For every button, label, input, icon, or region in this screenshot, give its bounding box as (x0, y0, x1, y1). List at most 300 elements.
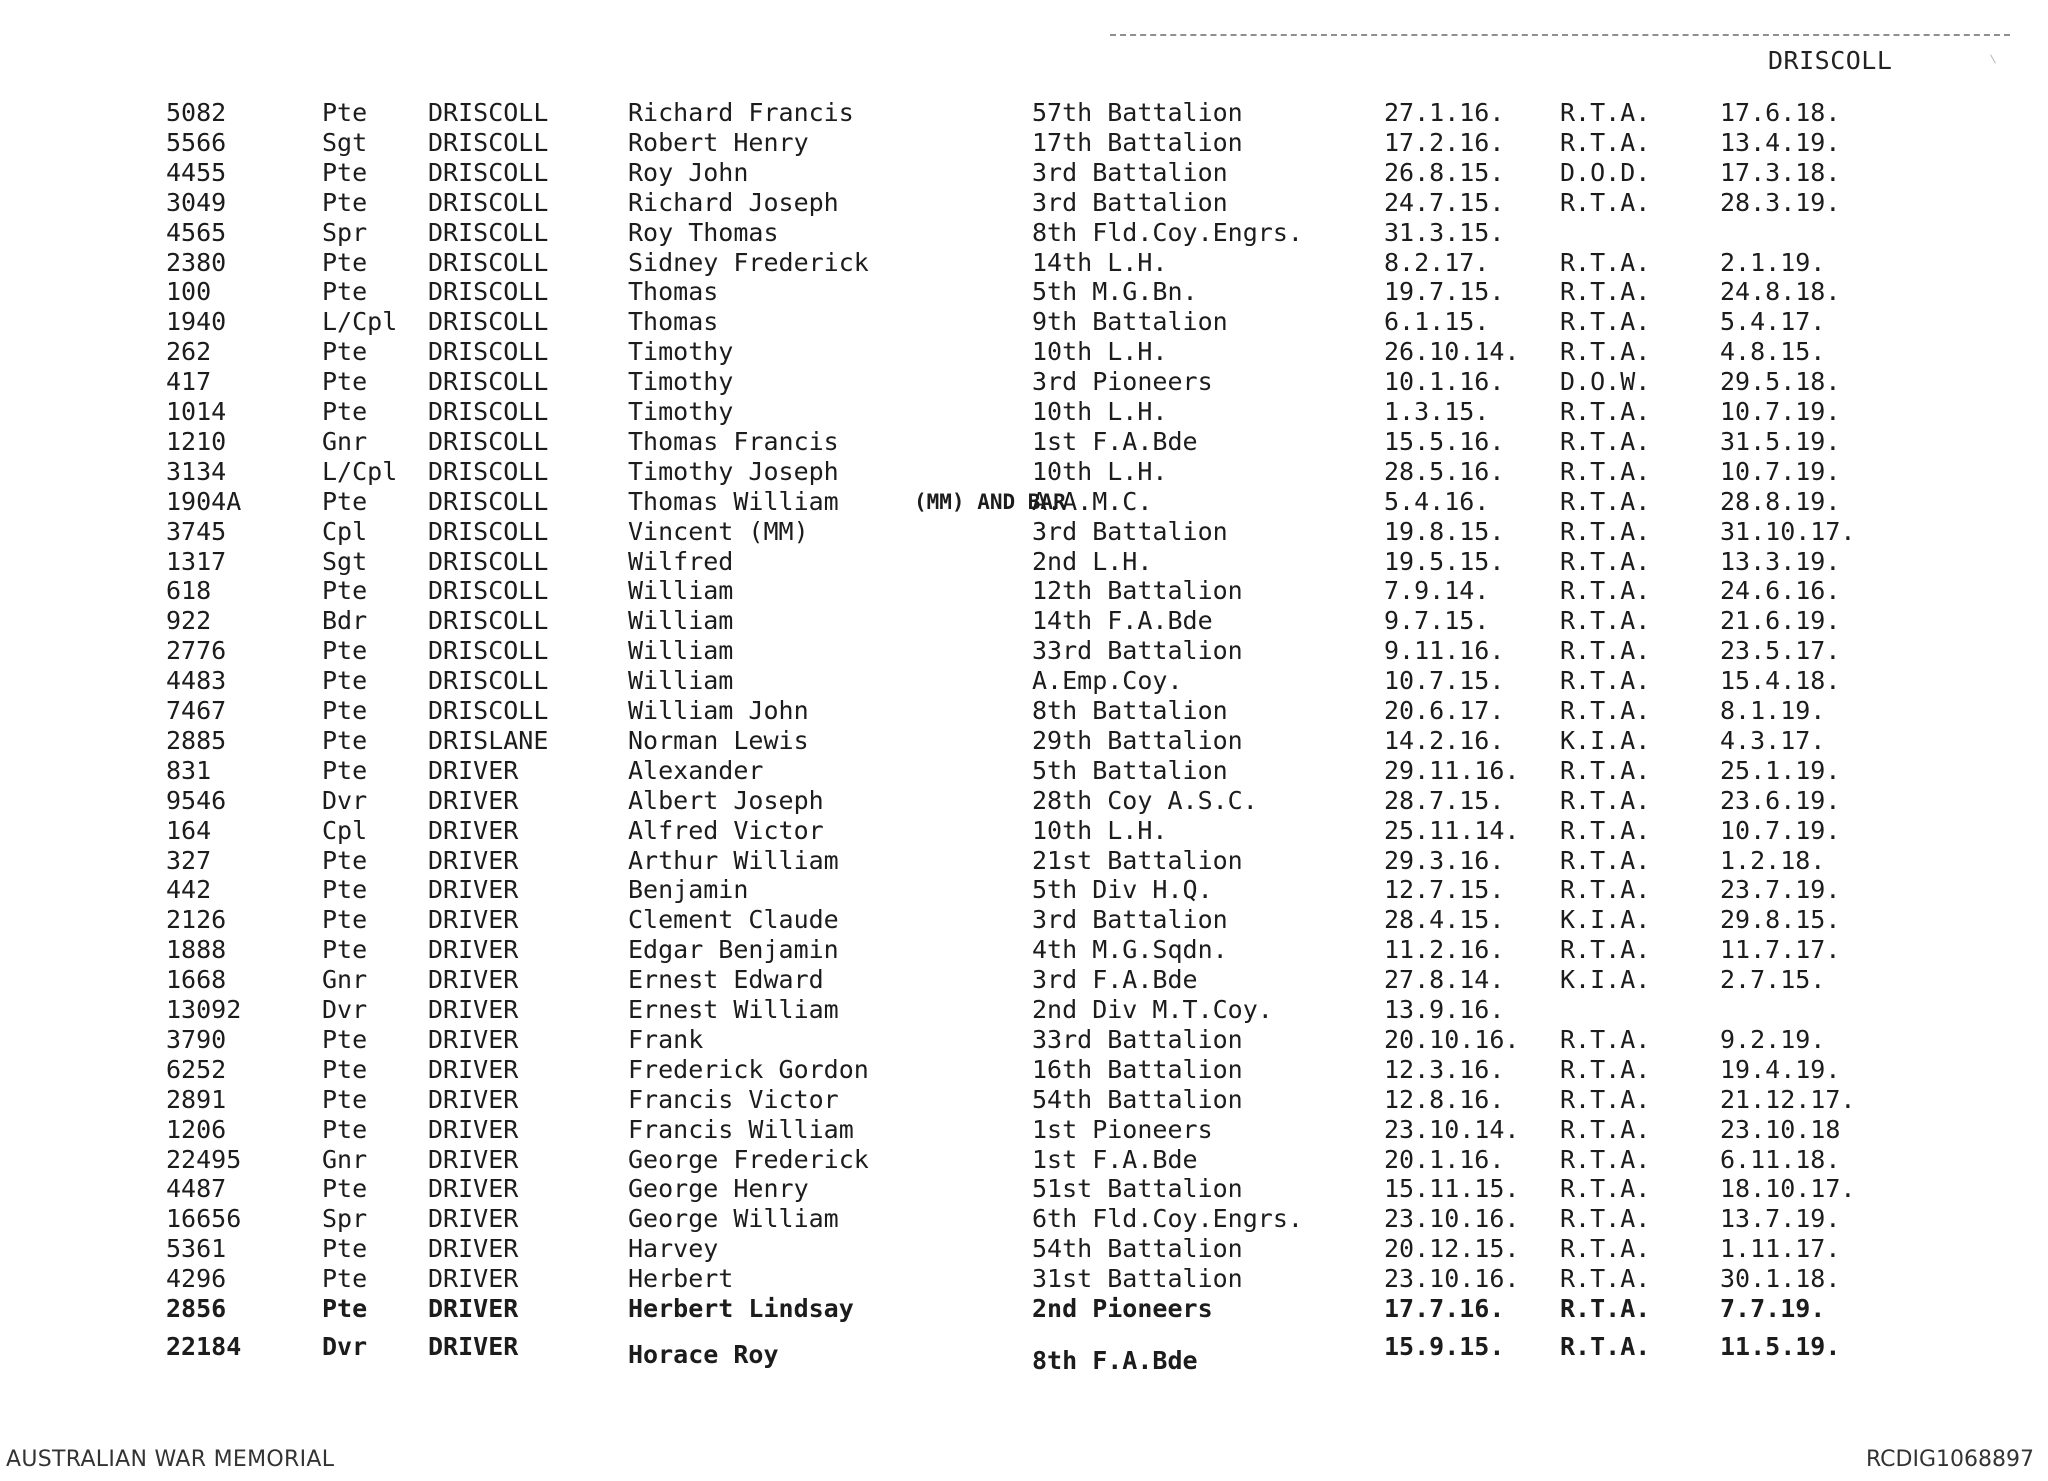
given-names: William (628, 636, 734, 666)
enlistment-date: 6.1.15. (1384, 307, 1490, 337)
fate-date: 21.12.17. (1720, 1084, 1856, 1114)
fate-date: 17.6.18. (1720, 98, 1841, 127)
given-names: Harvey (628, 1234, 719, 1264)
unit: 8th Battalion (1032, 696, 1228, 725)
fate-date: 2.7.15. (1720, 965, 1826, 995)
fate: R.T.A. (1560, 1234, 1651, 1264)
table-row (0, 696, 2048, 726)
given-names: William (628, 576, 734, 606)
fate: R.T.A. (1560, 785, 1651, 815)
unit: 3rd Battalion (1032, 516, 1228, 546)
rank: Pte (322, 486, 368, 516)
fate-date: 1.2.18. (1720, 845, 1826, 875)
rank: Dvr (322, 995, 368, 1024)
surname: DRIVER (428, 875, 519, 905)
fate: R.T.A. (1560, 666, 1651, 696)
table-row (0, 128, 2048, 158)
table-row (0, 576, 2048, 606)
fate-date: 25.1.19. (1720, 755, 1841, 785)
enlistment-date: 11.2.16. (1384, 935, 1505, 965)
surname: DRISCOLL (428, 636, 549, 666)
enlistment-date: 20.6.17. (1384, 696, 1505, 725)
regimental-number: 1888 (166, 935, 227, 965)
fate: R.T.A. (1560, 1174, 1651, 1204)
rank: Pte (322, 1084, 368, 1114)
fate: R.T.A. (1560, 98, 1651, 127)
regimental-number: 5566 (166, 127, 227, 157)
fate: R.T.A. (1560, 935, 1651, 965)
given-names: Richard Joseph (628, 187, 839, 217)
enlistment-date: 12.8.16. (1384, 1084, 1505, 1114)
fate: R.T.A. (1560, 875, 1651, 905)
unit: 57th Battalion (1032, 98, 1243, 127)
given-names: Alfred Victor (628, 815, 824, 845)
table-row (0, 367, 2048, 397)
enlistment-date: 9.11.16. (1384, 636, 1505, 666)
surname: DRISCOLL (428, 98, 549, 127)
table-row (0, 248, 2048, 278)
regimental-number: 417 (166, 367, 212, 397)
unit: 31st Battalion (1032, 1264, 1243, 1294)
regimental-number: 1014 (166, 397, 227, 426)
surname: DRIVER (428, 1204, 519, 1234)
given-names: Richard Francis (628, 98, 854, 127)
top-rule-divider (1110, 34, 2010, 36)
rank: Pte (322, 187, 368, 217)
regimental-number: 164 (166, 815, 212, 845)
fate-date: 2.1.19. (1720, 247, 1826, 277)
table-row (0, 636, 2048, 666)
table-row (0, 307, 2048, 337)
fate: R.T.A. (1560, 1264, 1651, 1294)
regimental-number: 1940 (166, 307, 227, 337)
regimental-number: 327 (166, 845, 212, 875)
unit: 33rd Battalion (1032, 636, 1243, 666)
scan-mark (1990, 50, 2003, 63)
enlistment-date: 28.4.15. (1384, 905, 1505, 935)
enlistment-date: 15.11.15. (1384, 1174, 1520, 1204)
enlistment-date: 27.8.14. (1384, 965, 1505, 995)
fate: R.T.A. (1560, 247, 1651, 277)
table-row (0, 965, 2048, 995)
regimental-number: 831 (166, 755, 212, 785)
surname: DRISCOLL (428, 696, 549, 725)
unit: 51st Battalion (1032, 1174, 1243, 1204)
surname: DRISCOLL (428, 456, 549, 486)
unit: 4th M.G.Sqdn. (1032, 935, 1228, 965)
surname: DRIVER (428, 965, 519, 995)
enlistment-date: 20.10.16. (1384, 1024, 1520, 1054)
unit: 28th Coy A.S.C. (1032, 785, 1258, 815)
regimental-number: 922 (166, 606, 212, 636)
fate: R.T.A. (1560, 636, 1651, 666)
enlistment-date: 15.9.15. (1384, 1331, 1505, 1361)
given-names: Horace Roy (628, 1339, 779, 1369)
regimental-number: 3790 (166, 1024, 227, 1054)
fate: R.T.A. (1560, 337, 1651, 367)
fate-date: 10.7.19. (1720, 397, 1841, 426)
fate: R.T.A. (1560, 307, 1651, 337)
fate-date: 31.5.19. (1720, 426, 1841, 456)
given-names: William (628, 606, 734, 636)
regimental-number: 5082 (166, 98, 227, 127)
surname: DRISCOLL (428, 277, 549, 307)
fate-date: 31.10.17. (1720, 516, 1856, 546)
regimental-number: 1668 (166, 965, 227, 995)
fate: R.T.A. (1560, 486, 1651, 516)
fate-date: 23.10.18 (1720, 1114, 1841, 1144)
rank: L/Cpl (322, 456, 398, 486)
regimental-number: 2891 (166, 1084, 227, 1114)
given-names: William John (628, 696, 809, 725)
fate-date: 28.8.19. (1720, 486, 1841, 516)
rank: Pte (322, 725, 368, 755)
fate-date: 11.7.17. (1720, 935, 1841, 965)
table-row (0, 756, 2048, 786)
surname: DRISCOLL (428, 606, 549, 636)
given-names: Thomas Francis (628, 426, 839, 456)
regimental-number: 4565 (166, 217, 227, 247)
table-row (0, 188, 2048, 218)
rank: Cpl (322, 516, 368, 546)
table-row (0, 1174, 2048, 1204)
unit: 3rd F.A.Bde (1032, 965, 1198, 995)
unit: 8th F.A.Bde (1032, 1345, 1198, 1375)
rank: Pte (322, 247, 368, 277)
given-names: Ernest William (628, 995, 839, 1024)
regimental-number: 1317 (166, 546, 227, 576)
enlistment-date: 20.1.16. (1384, 1144, 1505, 1174)
enlistment-date: 23.10.16. (1384, 1264, 1520, 1294)
surname: DRISCOLL (428, 426, 549, 456)
given-names: Norman Lewis (628, 725, 809, 755)
rank: Pte (322, 1114, 368, 1144)
regimental-number: 3049 (166, 187, 227, 217)
surname: DRISCOLL (428, 367, 549, 397)
given-names: Edgar Benjamin (628, 935, 839, 965)
unit: 16th Battalion (1032, 1054, 1243, 1084)
rank: Pte (322, 1294, 368, 1323)
rank: Pte (322, 696, 368, 725)
surname: DRIVER (428, 935, 519, 965)
table-row (0, 1331, 2048, 1375)
unit: 5th M.G.Bn. (1032, 277, 1198, 307)
unit: 10th L.H. (1032, 456, 1168, 486)
surname: DRIVER (428, 785, 519, 815)
table-row (0, 1115, 2048, 1145)
regimental-number: 4487 (166, 1174, 227, 1204)
surname: DRISCOLL (428, 397, 549, 426)
fate: R.T.A. (1560, 277, 1651, 307)
regimental-number: 6252 (166, 1054, 227, 1084)
fate-date: 10.7.19. (1720, 456, 1841, 486)
unit: 12th Battalion (1032, 576, 1243, 606)
table-row (0, 606, 2048, 636)
regimental-number: 618 (166, 576, 212, 606)
given-names: Albert Joseph (628, 785, 824, 815)
rank: Spr (322, 217, 368, 247)
given-names: George William (628, 1204, 839, 1234)
fate-date: 1.11.17. (1720, 1234, 1841, 1264)
surname: DRIVER (428, 1144, 519, 1174)
given-names: Francis Victor (628, 1084, 839, 1114)
fate-date: 29.8.15. (1720, 905, 1841, 935)
fate: R.T.A. (1560, 516, 1651, 546)
surname: DRISCOLL (428, 217, 549, 247)
enlistment-date: 24.7.15. (1384, 187, 1505, 217)
surname: DRISCOLL (428, 337, 549, 367)
rank: Pte (322, 845, 368, 875)
enlistment-date: 25.11.14. (1384, 815, 1520, 845)
surname: DRIVER (428, 815, 519, 845)
unit: 3rd Battalion (1032, 187, 1228, 217)
rank: Pte (322, 1024, 368, 1054)
fate: R.T.A. (1560, 397, 1651, 426)
enlistment-date: 10.1.16. (1384, 367, 1505, 397)
unit: A.Emp.Coy. (1032, 666, 1183, 696)
rank: Pte (322, 98, 368, 127)
fate-date: 30.1.18. (1720, 1264, 1841, 1294)
rank: Gnr (322, 426, 368, 456)
regimental-number: 262 (166, 337, 212, 367)
given-names: William (628, 666, 734, 696)
enlistment-date: 28.7.15. (1384, 785, 1505, 815)
fate-date: 15.4.18. (1720, 666, 1841, 696)
enlistment-date: 17.2.16. (1384, 127, 1505, 157)
rank: Pte (322, 1264, 368, 1294)
rank: Spr (322, 1204, 368, 1234)
unit: 10th L.H. (1032, 815, 1168, 845)
surname: DRISLANE (428, 725, 549, 755)
fate: R.T.A. (1560, 1054, 1651, 1084)
footer-document-id: RCDIG1068897 (1865, 1447, 2034, 1472)
regimental-number: 442 (166, 875, 212, 905)
given-names: Roy John (628, 157, 749, 187)
fate-date: 6.11.18. (1720, 1144, 1841, 1174)
fate-date: 17.3.18. (1720, 157, 1841, 187)
surname: DRIVER (428, 1331, 519, 1361)
unit: 1st Pioneers (1032, 1114, 1213, 1144)
table-row (0, 905, 2048, 935)
rank: Gnr (322, 1144, 368, 1174)
table-row (0, 1234, 2048, 1264)
table-row (0, 995, 2048, 1025)
table-row (0, 277, 2048, 307)
given-names: Clement Claude (628, 905, 839, 935)
fate: R.T.A. (1560, 456, 1651, 486)
rank: Pte (322, 1234, 368, 1264)
enlistment-date: 26.8.15. (1384, 157, 1505, 187)
enlistment-date: 29.11.16. (1384, 755, 1520, 785)
fate: D.O.W. (1560, 367, 1651, 397)
enlistment-date: 12.7.15. (1384, 875, 1505, 905)
regimental-number: 7467 (166, 696, 227, 725)
given-names: Arthur William (628, 845, 839, 875)
unit: 10th L.H. (1032, 397, 1168, 426)
fate: R.T.A. (1560, 1204, 1651, 1234)
fate: R.T.A. (1560, 576, 1651, 606)
unit: 1st F.A.Bde (1032, 1144, 1198, 1174)
fate: R.T.A. (1560, 1294, 1651, 1323)
enlistment-date: 7.9.14. (1384, 576, 1490, 606)
table-row (0, 816, 2048, 846)
unit: 2nd Div M.T.Coy. (1032, 995, 1273, 1024)
regimental-number: 1904A (166, 486, 242, 516)
enlistment-date: 28.5.16. (1384, 456, 1505, 486)
unit: 54th Battalion (1032, 1084, 1243, 1114)
fate-date: 29.5.18. (1720, 367, 1841, 397)
given-names: Frederick Gordon (628, 1054, 869, 1084)
table-row (0, 1055, 2048, 1085)
surname: DRIVER (428, 1234, 519, 1264)
enlistment-date: 19.5.15. (1384, 546, 1505, 576)
given-names: Alexander (628, 755, 764, 785)
table-row (0, 218, 2048, 248)
rank: Bdr (322, 606, 368, 636)
fate: R.T.A. (1560, 1144, 1651, 1174)
rank: Pte (322, 337, 368, 367)
enlistment-date: 23.10.16. (1384, 1204, 1520, 1234)
regimental-number: 4296 (166, 1264, 227, 1294)
table-row (0, 517, 2048, 547)
table-row (0, 786, 2048, 816)
given-names: Vincent (MM) (628, 516, 809, 546)
given-names: Thomas William (628, 486, 839, 516)
regimental-number: 2776 (166, 636, 227, 666)
rank: Pte (322, 397, 368, 426)
surname: DRIVER (428, 1264, 519, 1294)
unit: 17th Battalion (1032, 127, 1243, 157)
table-row (0, 1025, 2048, 1055)
enlistment-date: 8.2.17. (1384, 247, 1490, 277)
regimental-number: 2856 (166, 1294, 227, 1323)
surname: DRIVER (428, 845, 519, 875)
given-names: George Henry (628, 1174, 809, 1204)
rank: Pte (322, 1174, 368, 1204)
fate: K.I.A. (1560, 725, 1651, 755)
rank: Pte (322, 905, 368, 935)
unit: 2nd L.H. (1032, 546, 1153, 576)
given-names: Timothy (628, 337, 734, 367)
enlistment-date: 5.4.16. (1384, 486, 1490, 516)
enlistment-date: 17.7.16. (1384, 1294, 1505, 1323)
table-row (0, 337, 2048, 367)
fate-date: 13.4.19. (1720, 127, 1841, 157)
enlistment-date: 12.3.16. (1384, 1054, 1505, 1084)
surname: DRIVER (428, 755, 519, 785)
table-row (0, 935, 2048, 965)
fate-date: 19.4.19. (1720, 1054, 1841, 1084)
given-names: Frank (628, 1024, 704, 1054)
enlistment-date: 31.3.15. (1384, 217, 1505, 247)
regimental-number: 2126 (166, 905, 227, 935)
given-names: Francis William (628, 1114, 854, 1144)
enlistment-date: 9.7.15. (1384, 606, 1490, 636)
surname: DRIVER (428, 1084, 519, 1114)
surname: DRIVER (428, 1114, 519, 1144)
rank: Pte (322, 367, 368, 397)
surname: DRISCOLL (428, 516, 549, 546)
rank: Sgt (322, 127, 368, 157)
fate: D.O.D. (1560, 157, 1651, 187)
enlistment-date: 23.10.14. (1384, 1114, 1520, 1144)
rank: Pte (322, 576, 368, 606)
regimental-number: 22184 (166, 1331, 242, 1361)
regimental-number: 3134 (166, 456, 227, 486)
surname: DRISCOLL (428, 127, 549, 157)
enlistment-date: 19.7.15. (1384, 277, 1505, 307)
surname: DRIVER (428, 995, 519, 1024)
table-row (0, 666, 2048, 696)
table-row (0, 875, 2048, 905)
enlistment-date: 10.7.15. (1384, 666, 1505, 696)
table-row (0, 487, 2048, 517)
surname: DRISCOLL (428, 486, 549, 516)
enlistment-date: 15.5.16. (1384, 426, 1505, 456)
fate: R.T.A. (1560, 815, 1651, 845)
surname: DRISCOLL (428, 157, 549, 187)
fate: R.T.A. (1560, 1024, 1651, 1054)
enlistment-date: 14.2.16. (1384, 725, 1505, 755)
fate-date: 18.10.17. (1720, 1174, 1856, 1204)
fate: K.I.A. (1560, 965, 1651, 995)
table-row (0, 1264, 2048, 1294)
fate-date: 23.6.19. (1720, 785, 1841, 815)
fate: K.I.A. (1560, 905, 1651, 935)
unit: 33rd Battalion (1032, 1024, 1243, 1054)
surname: DRIVER (428, 1054, 519, 1084)
given-names: Roy Thomas (628, 217, 779, 247)
award-annotation: (MM) AND BAR (914, 489, 1066, 514)
unit: 8th Fld.Coy.Engrs. (1032, 217, 1303, 247)
footer-institution: AUSTRALIAN WAR MEMORIAL (6, 1447, 335, 1472)
given-names: Herbert Lindsay (628, 1294, 854, 1323)
rank: Pte (322, 1054, 368, 1084)
rank: Pte (322, 755, 368, 785)
regimental-number: 2885 (166, 725, 227, 755)
given-names: Timothy Joseph (628, 456, 839, 486)
enlistment-date: 29.3.16. (1384, 845, 1505, 875)
fate: R.T.A. (1560, 845, 1651, 875)
page-header-surname: DRISCOLL (1768, 46, 1893, 75)
table-row (0, 158, 2048, 188)
fate: R.T.A. (1560, 606, 1651, 636)
surname: DRISCOLL (428, 666, 549, 696)
table-row (0, 1145, 2048, 1175)
unit: 3rd Pioneers (1032, 367, 1213, 397)
regimental-number: 22495 (166, 1144, 242, 1174)
rank: Gnr (322, 965, 368, 995)
fate-date: 7.7.19. (1720, 1294, 1826, 1323)
regimental-number: 9546 (166, 785, 227, 815)
regimental-number: 5361 (166, 1234, 227, 1264)
regimental-number: 100 (166, 277, 212, 307)
unit: 14th L.H. (1032, 247, 1168, 277)
rank: Pte (322, 636, 368, 666)
fate: R.T.A. (1560, 1114, 1651, 1144)
unit: 29th Battalion (1032, 725, 1243, 755)
regimental-number: 4455 (166, 157, 227, 187)
fate: R.T.A. (1560, 187, 1651, 217)
fate: R.T.A. (1560, 546, 1651, 576)
given-names: Benjamin (628, 875, 749, 905)
surname: DRISCOLL (428, 247, 549, 277)
unit: 21st Battalion (1032, 845, 1243, 875)
fate-date: 13.7.19. (1720, 1204, 1841, 1234)
fate: R.T.A. (1560, 426, 1651, 456)
unit: 6th Fld.Coy.Engrs. (1032, 1204, 1303, 1234)
table-row (0, 98, 2048, 128)
